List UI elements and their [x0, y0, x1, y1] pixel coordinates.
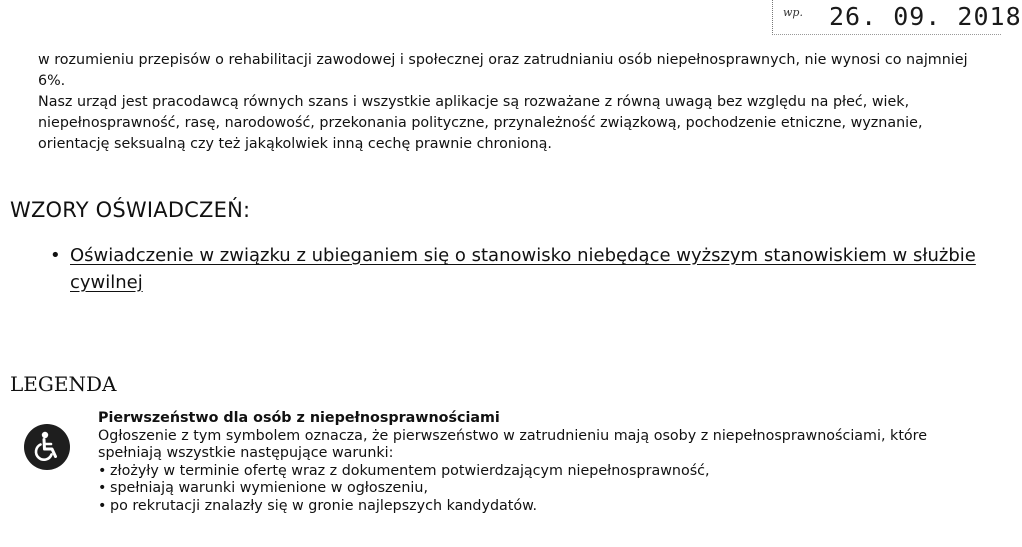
- legend-conditions-list: [98, 463, 988, 516]
- list-item: • po rekrutacji znalazły się w gronie najlepszych kandydatów.: [98, 498, 988, 516]
- bullet: •: [50, 245, 61, 266]
- intro-paragraph-1: w rozumieniu przepisów o rehabilitacji zawodowej i społecznej oraz zatrudnianiu osób niepełnosprawnych, nie wynosi co najmniej 6%.: [38, 52, 968, 89]
- list-item: • spełniają warunki wymienione w ogłoszeniu,: [98, 480, 988, 498]
- legend-item-heading: Pierwszeństwo dla osób z niepełnosprawnościami: [98, 410, 500, 426]
- list-item: [50, 242, 980, 296]
- stamp-date: 26. 09. 2018: [829, 2, 1022, 31]
- intro-text: [38, 50, 998, 155]
- declarations-list: [50, 242, 980, 296]
- list-item: • złożyły w terminie ofertę wraz z dokumentem potwierdzającym niepełnosprawność,: [98, 463, 988, 481]
- stamp-prefix: wp.: [783, 6, 803, 19]
- intro-paragraph-2: Nasz urząd jest pracodawcą równych szans i wszystkie aplikacje są rozważane z równą uwagą bez względu na płeć, wiek, niepełnosprawność, rasę, narodowość, przekonania polityczne, przynależność związkową, pochodzenie etniczne, wyznanie, orientację seksualną czy też jakąkolwiek inną cechę prawnie chronioną.: [38, 94, 923, 152]
- declarations-heading: WZORY OŚWIADCZEŃ:: [10, 198, 251, 222]
- legend-item-description: Ogłoszenie z tym symbolem oznacza, że pierwszeństwo w zatrudnieniu mają osoby z niepełnosprawnościami, które spełniają wszystkie następujące warunki:: [98, 427, 928, 461]
- wheelchair-icon: [24, 424, 70, 470]
- received-date-stamp: [772, 0, 1022, 35]
- declaration-link[interactable]: Oświadczenie w związku z ubieganiem się o stanowisko niebędące wyższym stanowiskiem w służbie cywilnej: [70, 245, 976, 293]
- legend-description: [98, 410, 988, 515]
- legend-heading: LEGENDA: [10, 372, 117, 396]
